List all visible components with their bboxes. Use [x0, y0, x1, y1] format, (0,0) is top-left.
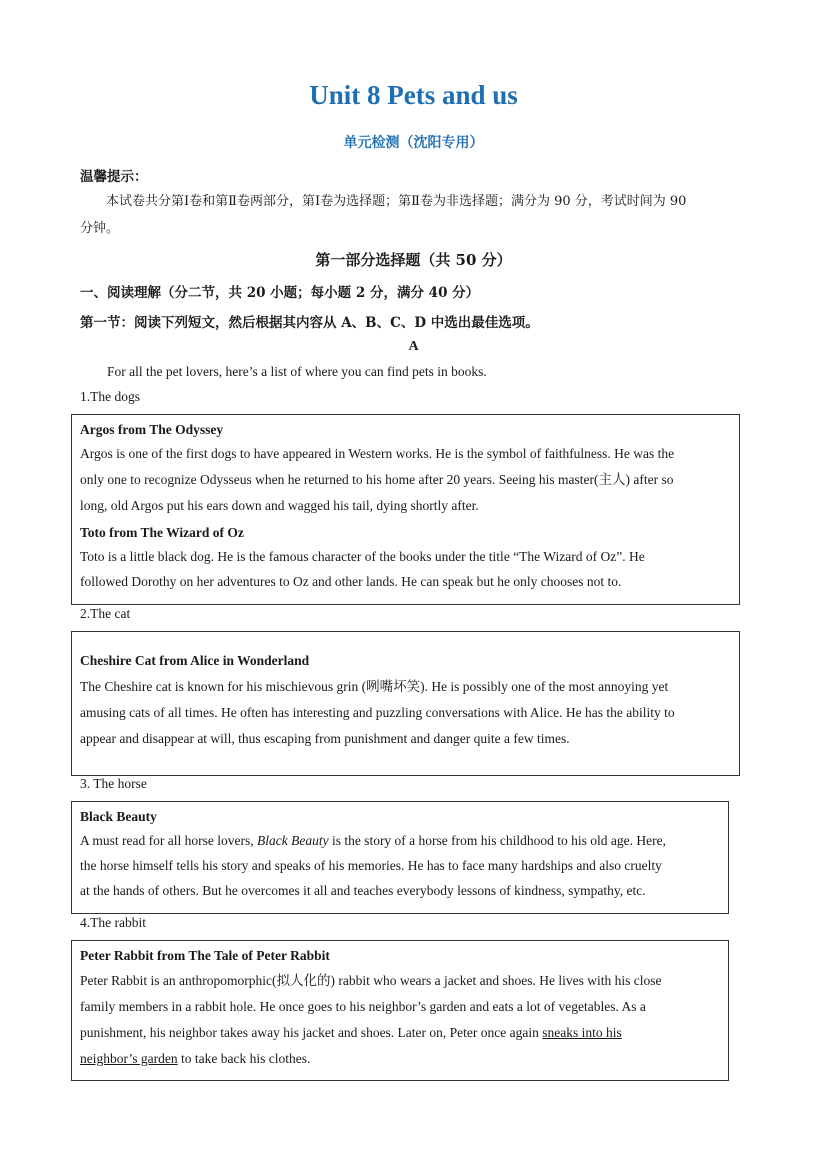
box-rabbit [71, 940, 729, 1081]
text-line [80, 828, 720, 853]
notice-line-2: 分钟。 [80, 221, 120, 236]
text-line: Argos is one of the first dogs to have appeared in Western works. He is the symbol of faithfulness. He was the [80, 446, 675, 461]
underlined-phrase: sneaks into his [542, 1025, 622, 1040]
entry-text-peter-rabbit [80, 968, 720, 1072]
entry-text-black-beauty [80, 828, 720, 903]
text-fragment: to take back his clothes. [177, 1051, 311, 1066]
page-subtitle: 单元检测（沈阳专用） [343, 135, 484, 151]
entry-text-argos [80, 441, 731, 519]
text-line: the horse himself tells his story and speaks of his memories. He has to face many hardships and also cruelty [80, 858, 662, 873]
passage-intro: For all the pet lovers, here’s a list of where you can find pets in books. [107, 364, 487, 379]
passage-letter: A [408, 339, 419, 354]
entry-title-black-beauty: Black Beauty [80, 809, 157, 824]
text-line: amusing cats of all times. He often has interesting and puzzling conversations with Alice. He has the ability to [80, 705, 675, 720]
entry-text-cheshire [80, 674, 731, 752]
text-line [80, 1046, 720, 1072]
text-line: long, old Argos put his ears down and wagged his tail, dying shortly after. [80, 498, 479, 513]
text-line: The Cheshire cat is known for his mischievous grin (咧嘴坏笑). He is possibly one of the most annoying yet [80, 679, 669, 694]
book-title-italic: Black Beauty [256, 833, 329, 848]
text-line [80, 1020, 720, 1046]
item-heading-dogs: 1.The dogs [80, 389, 140, 404]
entry-title-toto: Toto from The Wizard of Oz [80, 525, 244, 540]
entry-title-cheshire: Cheshire Cat from Alice in Wonderland [80, 653, 310, 668]
text-fragment: A must read for all horse lovers, [80, 833, 257, 848]
part1-heading: 一、阅读理解（分二节，共 20 小题；每小题 2 分，满分 40 分） [80, 285, 480, 301]
text-line: Toto is a little black dog. He is the famous character of the books under the title “The Wizard of Oz”. He [80, 549, 645, 564]
box-cat [71, 631, 740, 776]
text-line: appear and disappear at will, thus escaping from punishment and danger quite a few times. [80, 731, 570, 746]
text-line: family members in a rabbit hole. He once goes to his neighbor’s garden and eats a lot of vegetables. As a [80, 999, 646, 1014]
notice-label: 温馨提示： [80, 169, 148, 185]
box-dogs [71, 414, 740, 605]
box-horse [71, 801, 729, 914]
entry-title-peter-rabbit: Peter Rabbit from The Tale of Peter Rabbit [80, 948, 330, 963]
notice-line-1: 本试卷共分第Ⅰ卷和第Ⅱ卷两部分，第Ⅰ卷为选择题；第Ⅱ卷为非选择题；满分为 90 分，考试时间为 90 [106, 194, 687, 209]
underlined-phrase: neighbor’s garden [80, 1051, 178, 1066]
text-line: only one to recognize Odysseus when he returned to his home after 20 years. Seeing his master(主人) after so [80, 472, 674, 487]
section-heading: 第一部分选择题（共 50 分） [315, 251, 512, 269]
text-line: followed Dorothy on her adventures to Oz and other lands. He can speak but he only chooses not to. [80, 574, 622, 589]
item-heading-rabbit: 4.The rabbit [80, 915, 146, 930]
item-heading-horse: 3. The horse [80, 776, 147, 791]
entry-text-toto [80, 544, 731, 594]
text-line: Peter Rabbit is an anthropomorphic(拟人化的) rabbit who wears a jacket and shoes. He lives with his close [80, 973, 662, 988]
part1-instructions: 第一节：阅读下列短文，然后根据其内容从 A、B、C、D 中选出最佳选项。 [80, 315, 539, 331]
entry-title-argos: Argos from The Odyssey [80, 422, 224, 437]
text-fragment: is the story of a horse from his childhood to his old age. Here, [328, 833, 666, 848]
page-title: Unit 8 Pets and us [309, 80, 518, 110]
item-heading-cat: 2.The cat [80, 606, 131, 621]
text-line: at the hands of others. But he overcomes it all and teaches everybody lessons of kindness, sympathy, etc. [80, 883, 646, 898]
text-fragment: punishment, his neighbor takes away his jacket and shoes. Later on, Peter once again [80, 1025, 543, 1040]
